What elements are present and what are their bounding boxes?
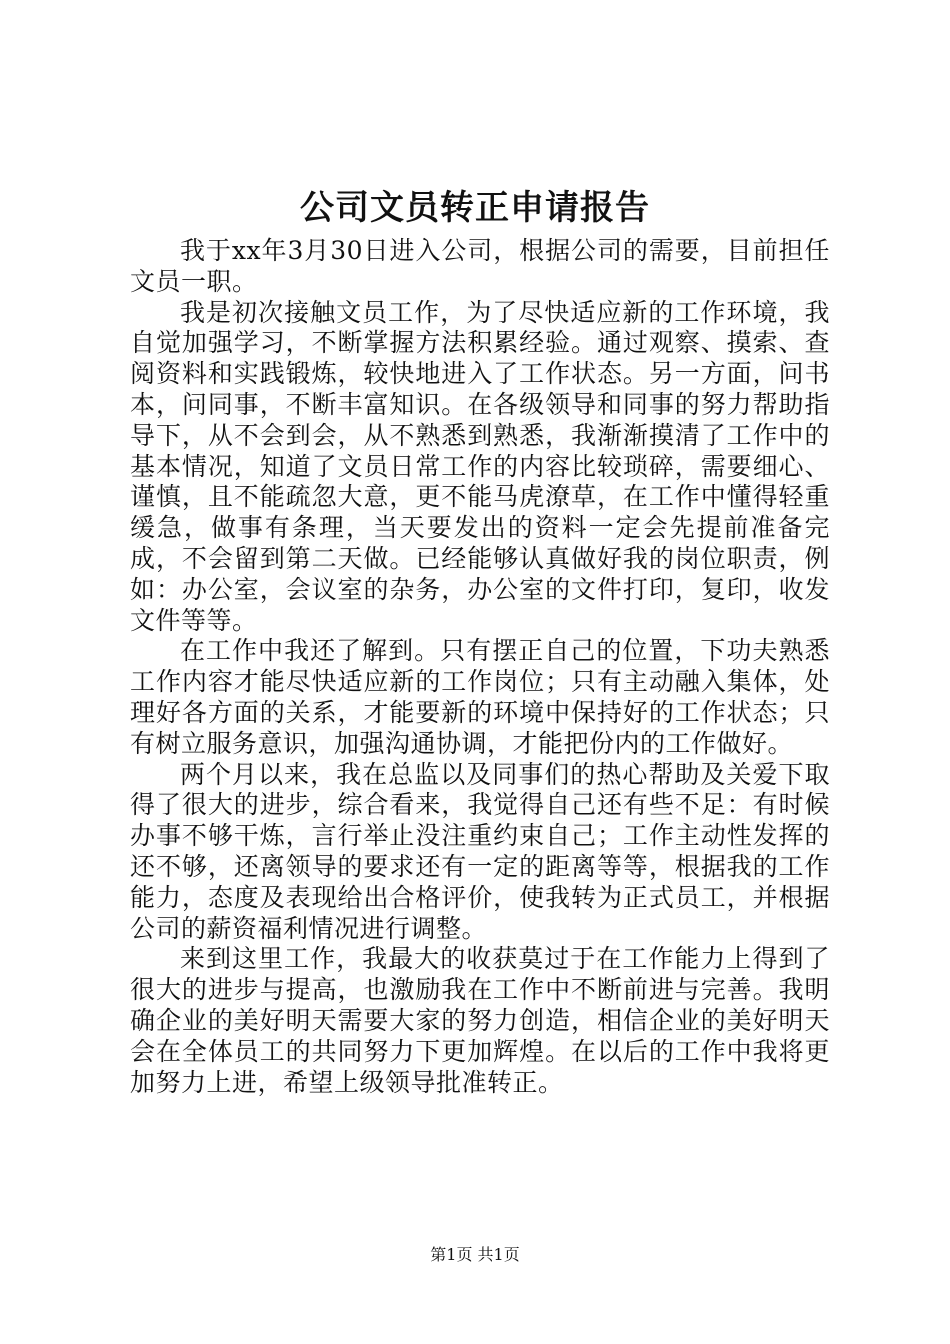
paragraph-2: 我是初次接触文员工作，为了尽快适应新的工作环境，我自觉加强学习，不断掌握方法积累经验。通过观察、摸索、查阅资料和实践锻炼，较快地进入了工作状态。另一方面，问书本，问同事，不断丰富知识。在各级领导和同事的努力帮助指导下，从不会到会，从不熟悉到熟悉，我渐渐摸清了工作中的基本情况，知道了文员日常工作的内容比较琐碎，需要细心、谨慎，且不能疏忽大意，更不能马虎潦草，在工作中懂得轻重缓急，做事有条理，当天要发出的资料一定会先提前准备完成，不会留到第二天做。已经能够认真做好我的岗位职责，例如：办公室，会议室的杂务，办公室的文件打印，复印，收发文件等等。 <box>130 297 830 635</box>
paragraph-5: 来到这里工作，我最大的收获莫过于在工作能力上得到了很大的进步与提高，也激励我在工作中不断前进与完善。我明确企业的美好明天需要大家的努力创造，相信企业的美好明天会在全体员工的共同努力下更加辉煌。在以后的工作中我将更加努力上进，希望上级领导批准转正。 <box>130 944 830 1097</box>
paragraph-1: 我于xx年3月30日进入公司，根据公司的需要，目前担任文员一职。 <box>130 236 830 296</box>
document-body <box>130 236 830 1098</box>
paragraph-3: 在工作中我还了解到。只有摆正自己的位置，下功夫熟悉工作内容才能尽快适应新的工作岗位；只有主动融入集体，处理好各方面的关系，才能要新的环境中保持好的工作状态；只有树立服务意识，加强沟通协调，才能把份内的工作做好。 <box>130 636 830 758</box>
document-title: 公司文员转正申请报告 <box>300 188 650 228</box>
paragraph-4: 两个月以来，我在总监以及同事们的热心帮助及关爱下取得了很大的进步，综合看来，我觉得自己还有些不足：有时候办事不够干炼，言行举止没注重约束自己；工作主动性发挥的还不够，还离领导的要求还有一定的距离等等，根据我的工作能力，态度及表现给出合格评价，使我转为正式员工，并根据公司的薪资福利情况进行调整。 <box>130 759 830 943</box>
page-footer: 第1页 共1页 <box>430 1245 520 1264</box>
